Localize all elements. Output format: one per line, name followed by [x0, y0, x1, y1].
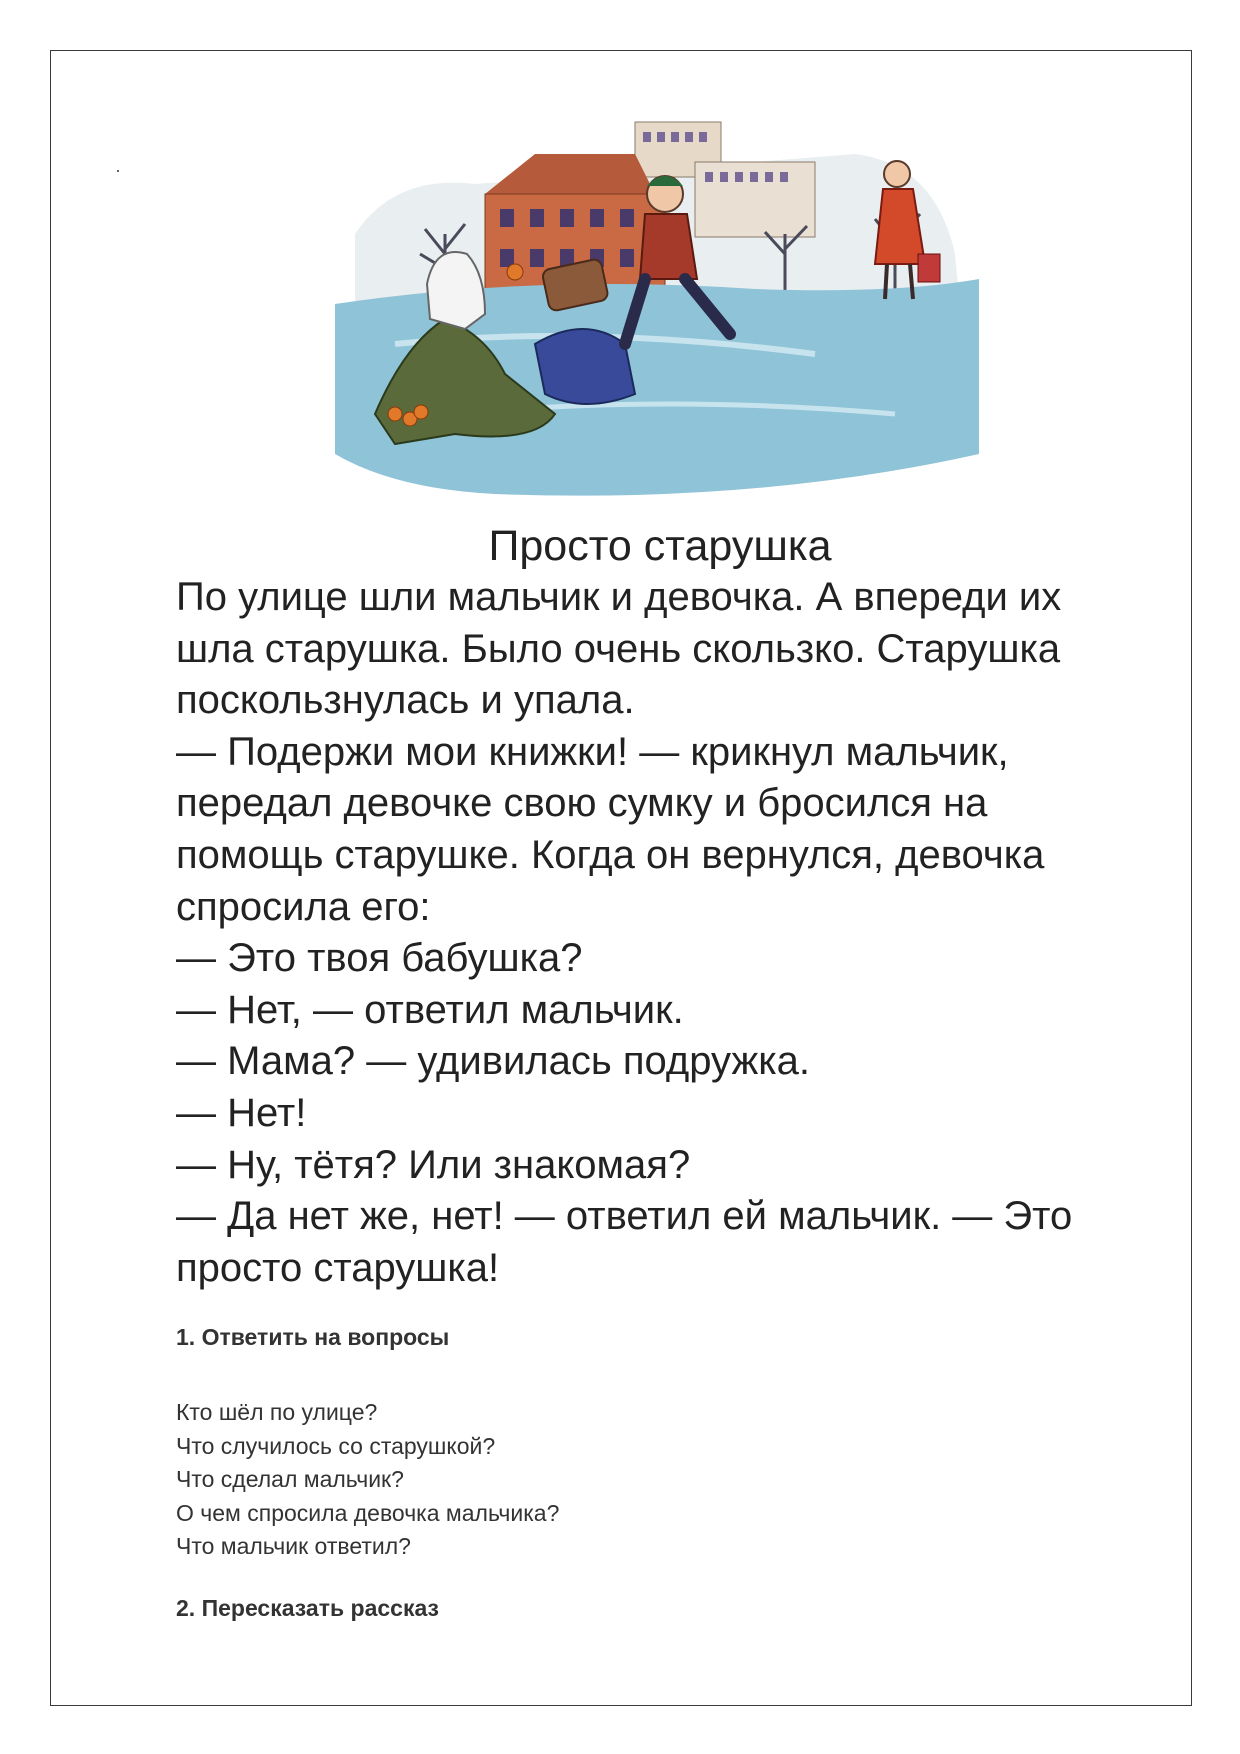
story-line: — Подержи мои книжки! — крикнул мальчик, — [176, 729, 1009, 774]
question-list — [176, 1396, 559, 1564]
story-illustration — [335, 114, 979, 504]
question-item: О чем спросила девочка мальчика? — [176, 1499, 560, 1526]
story-line: — Нет, — ответил мальчик. — [176, 987, 684, 1032]
story-text — [176, 572, 1176, 1294]
stray-dot — [117, 170, 119, 172]
question-item: Что случилось со старушкой? — [176, 1432, 496, 1459]
story-title: Просто старушка — [488, 522, 832, 570]
story-line: — Да нет же, нет! — ответил ей мальчик. — Это — [176, 1194, 1073, 1239]
story-line: передал девочке свою сумку и бросился на — [176, 781, 988, 826]
story-line: — Ну, тётя? Или знакомая? — [176, 1142, 691, 1187]
question-item: Что мальчик ответил? — [176, 1533, 411, 1559]
story-line: спросила его: — [176, 884, 431, 929]
story-line: — Мама? — удивилась подружка. — [176, 1039, 810, 1084]
story-line: просто старушка! — [176, 1245, 500, 1290]
story-line: — Это твоя бабушка? — [176, 936, 583, 981]
question-item: Кто шёл по улице? — [176, 1399, 378, 1425]
story-line: шла старушка. Было очень скользко. Старушка — [176, 626, 1061, 671]
question-item: Что сделал мальчик? — [176, 1466, 404, 1492]
story-line: поскользнулась и упала. — [176, 678, 635, 723]
story-line: По улице шли мальчик и девочка. А впереди их — [176, 575, 1062, 619]
task-1-heading: 1. Ответить на вопросы — [176, 1324, 450, 1350]
story-line: — Нет! — [176, 1090, 307, 1135]
task-2-heading: 2. Пересказать рассказ — [176, 1595, 439, 1621]
story-line: помощь старушке. Когда он вернулся, девочка — [176, 832, 1045, 877]
